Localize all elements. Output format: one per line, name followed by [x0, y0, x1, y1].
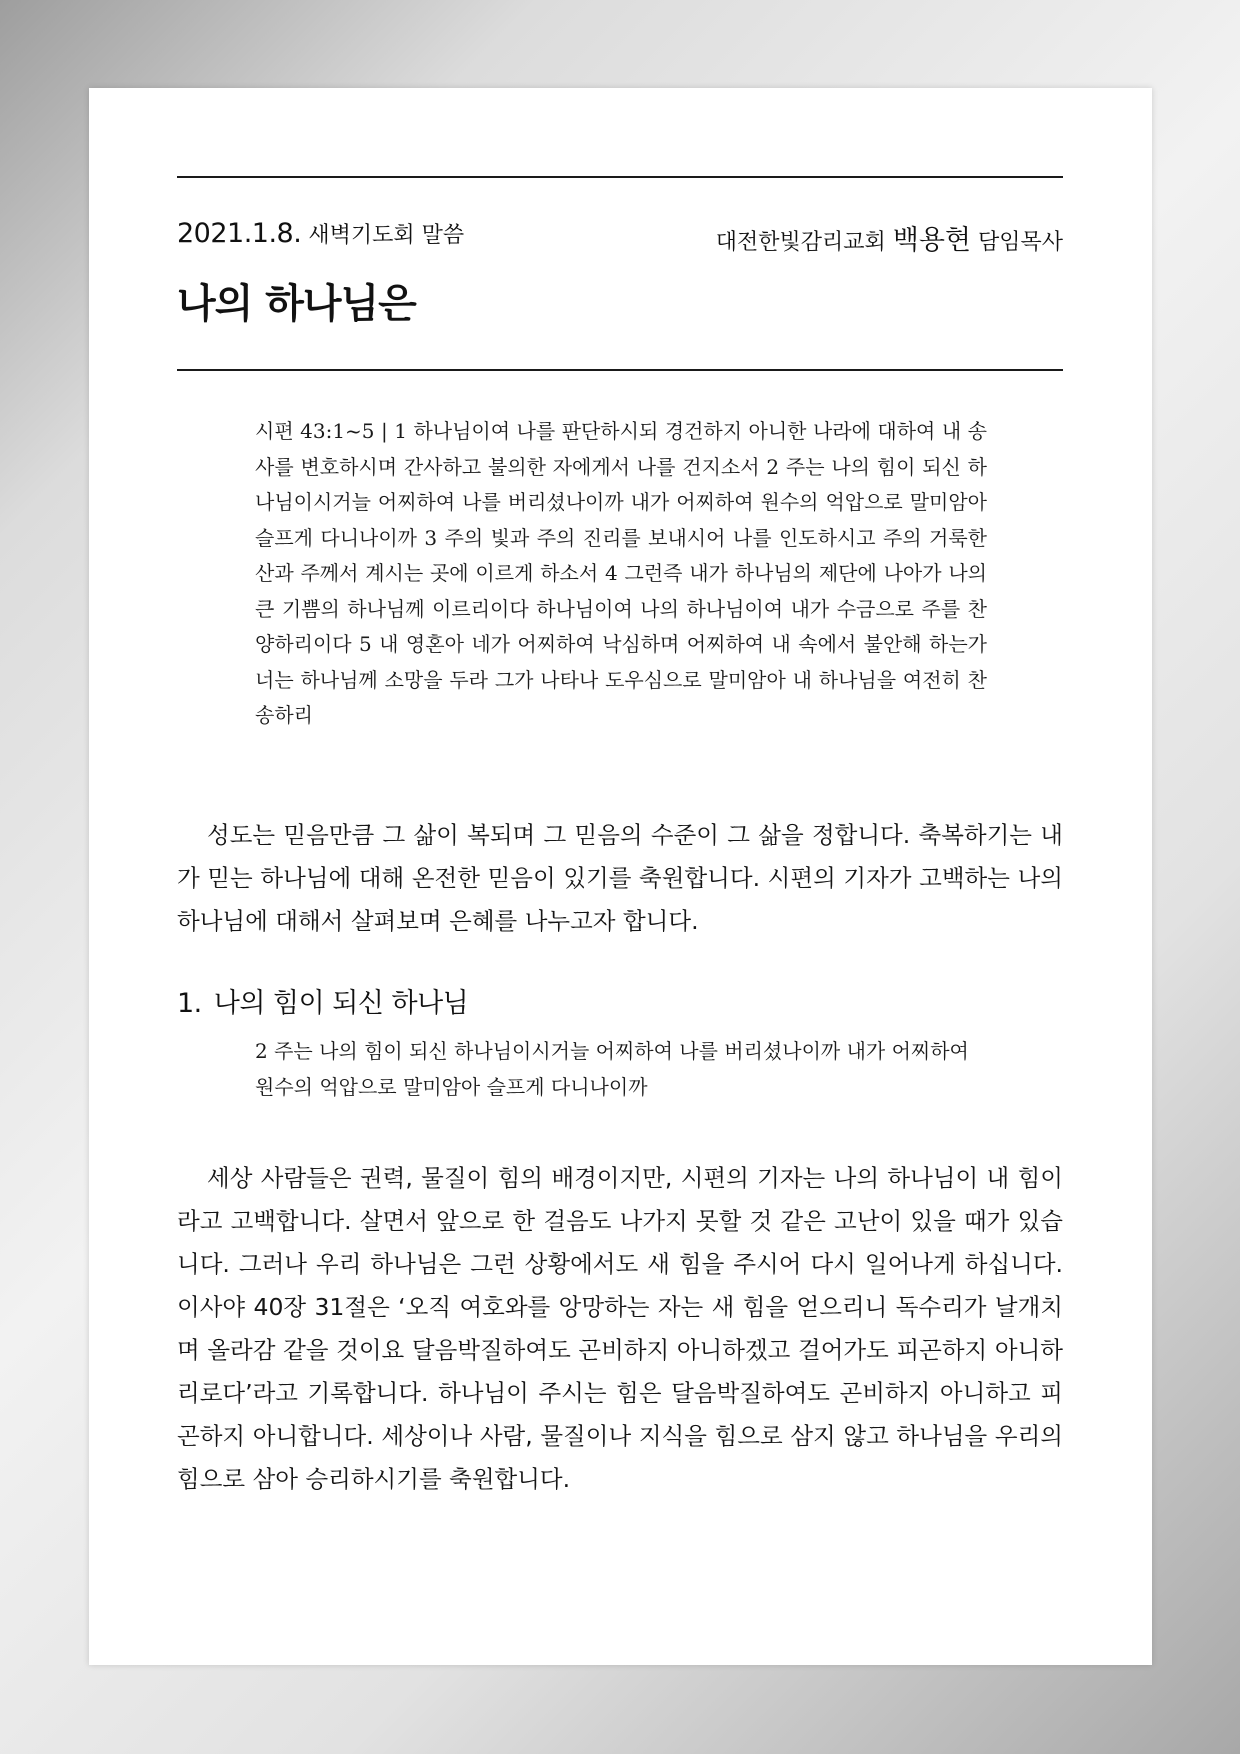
- section-1-quote: 2 주는 나의 힘이 되신 하나님이시거늘 어찌하여 나를 버리셨나이까 내가 어찌하여 원수의 억압으로 말미암아 슬프게 다니나이까: [255, 1039, 969, 1099]
- document-page: [89, 88, 1152, 1665]
- section-1-body: 세상 사람들은 권력, 물질이 힘의 배경이지만, 시편의 기자는 나의 하나님이 내 힘이라고 고백합니다. 살면서 앞으로 한 걸음도 나가지 못할 것 같은 고난이 있을 때가 있습니다. 그러나 우리 하나님은 그런 상황에서도 새 힘을 주시어 다시 일어나게 하십니다. 이사야 40장 31절은 ‘오직 여호와를 앙망하는 자는 새 힘을 얻으리니 독수리가 날개치며 올라감 같을 것이요 달음박질하여도 곤비하지 아니하겠고 걸어가도 피곤하지 아니하리로다’라고 기록합니다. 하나님이 주시는 힘은 달음박질하여도 곤비하지 아니하고 피곤하지 아니합니다. 세상이나 사람, 물질이나 지식을 힘으로 삼지 않고 하나님을 우리의 힘으로 삼아 승리하시기를 축원합니다.: [177, 1164, 1063, 1493]
- service-name: 새벽기도회 말씀: [308, 223, 465, 248]
- sermon-date: 2021.1.8.: [177, 218, 302, 249]
- header-top-rule: [177, 176, 1063, 178]
- section-1-title: 나의 힘이 되신 하나님: [213, 988, 469, 1019]
- sermon-date-line: [177, 218, 464, 249]
- intro-paragraph: 성도는 믿음만큼 그 삶이 복되며 그 믿음의 수준이 그 삶을 정합니다. 축복하기는 내가 믿는 하나님에 대해 온전한 믿음이 있기를 축원합니다. 시편의 기자가 고백하는 나의 하나님에 대해서 살펴보며 은혜를 나누고자 합니다.: [177, 821, 1063, 935]
- church-name: 대전한빛감리교회: [715, 230, 886, 255]
- section-1-heading: [177, 981, 468, 1020]
- header-bottom-rule: [177, 369, 1063, 371]
- section-1-number: 1.: [177, 988, 202, 1019]
- scripture-passage: 시편 43:1~5 | 1 하나님이여 나를 판단하시되 경건하지 아니한 나라에 대하여 내 송사를 변호하시며 간사하고 불의한 자에게서 나를 건지소서 2 주는 나의 힘이 되신 하나님이시거늘 어찌하여 나를 버리셨나이까 내가 어찌하여 원수의 억압으로 말미암아 슬프게 다니나이까 3 주의 빛과 주의 진리를 보내시어 나를 인도하시고 주의 거룩한 산과 주께서 계시는 곳에 이르게 하소서 4 그런즉 내가 하나님의 제단에 나아가 나의 큰 기쁨의 하나님께 이르리이다 하나님이여 나의 하나님이여 내가 수금으로 주를 찬양하리이다 5 내 영혼아 네가 어찌하여 낙심하며 어찌하여 내 속에서 불안해 하는가 너는 하나님께 소망을 두라 그가 나타나 도우심으로 말미암아 내 하나님을 여전히 찬송하리: [255, 419, 987, 727]
- pastor-title: 담임목사: [977, 230, 1063, 255]
- pastor-name: 백용현: [892, 225, 971, 256]
- sermon-title: 나의 하나님은: [177, 281, 416, 327]
- preacher-line: [716, 218, 1063, 257]
